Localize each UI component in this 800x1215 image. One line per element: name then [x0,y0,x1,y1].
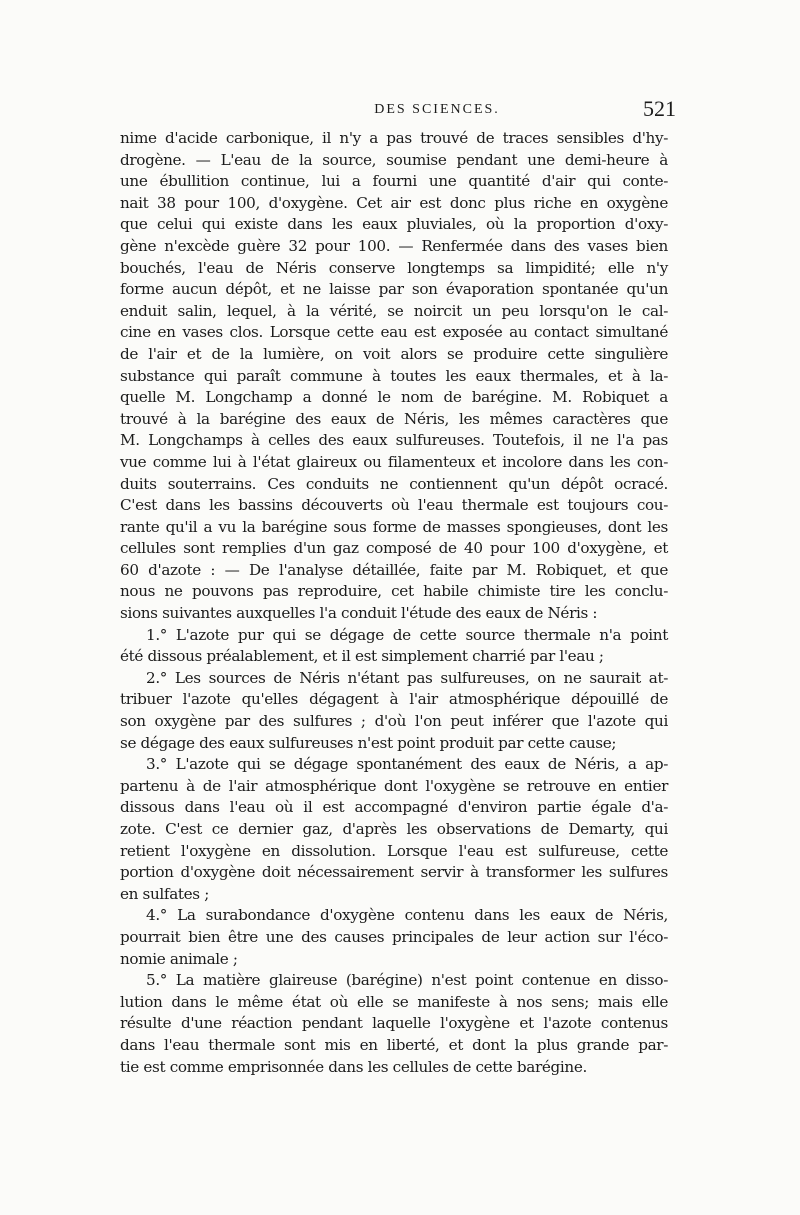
text-line: M. Longchamps à celles des eaux sulfureuses. Toutefois, il ne l'a pas [120,431,668,450]
text-line: trouvé à la barégine des eaux de Néris, les mêmes caractères que [120,409,668,428]
text-line: résulte d'une réaction pendant laquelle l'oxygène et l'azote contenus [120,1014,668,1033]
text-line: 2.° Les sources de Néris n'étant pas sulfureuses, on ne saurait at- [146,668,668,687]
text-line: en sulfates ; [120,884,209,903]
text-line: gène n'excède guère 32 pour 100. — Renfermée dans des vases bien [120,236,668,255]
text-line: duits souterrains. Ces conduits ne contiennent qu'un dépôt ocracé. [120,474,668,493]
text-line: nait 38 pour 100, d'oxygène. Cet air est donc plus riche en oxygène [120,193,668,212]
text-line: tie est comme emprisonnée dans les cellules de cette barégine. [120,1057,587,1076]
text-line: retient l'oxygène en dissolution. Lorsque l'eau est sulfureuse, cette [120,841,668,860]
text-line: que celui qui existe dans les eaux pluviales, où la proportion d'oxy- [120,215,668,234]
text-line: 60 d'azote : — De l'analyse détaillée, faite par M. Robiquet, et que [120,560,668,579]
text-line: son oxygène par des sulfures ; d'où l'on peut inférer que l'azote qui [120,712,668,731]
text-line: drogène. — L'eau de la source, soumise pendant une demi-heure à [120,150,668,169]
text-line: cine en vases clos. Lorsque cette eau est exposée au contact simultané [120,323,668,342]
text-line: pourrait bien être une des causes principales de leur action sur l'éco- [120,927,668,946]
text-line: nomie animale ; [120,949,238,968]
text-line: dans l'eau thermale sont mis en liberté, et dont la plus grande par- [120,1035,668,1054]
text-line: 3.° L'azote qui se dégage spontanément des eaux de Néris, a ap- [146,755,668,774]
text-line: substance qui paraît commune à toutes les eaux thermales, et à la- [120,366,668,385]
text-line: partenu à de l'air atmosphérique dont l'oxygène se retrouve en entier [120,776,668,795]
text-line: dissous dans l'eau où il est accompagné d'environ partie égale d'a- [120,798,668,817]
text-line: 5.° La matière glaireuse (barégine) n'est point contenue en disso- [146,971,668,990]
text-line: enduit salin, lequel, à la vérité, se noircit un peu lorsqu'on le cal- [120,301,668,320]
text-line: rante qu'il a vu la barégine sous forme de masses spongieuses, dont les [120,517,668,536]
text-line: 4.° La surabondance d'oxygène contenu dans les eaux de Néris, [146,906,668,925]
text-line: une ébullition continue, lui a fourni une quantité d'air qui conte- [120,172,668,191]
text-line: sions suivantes auxquelles l'a conduit l'étude des eaux de Néris : [120,604,598,623]
text-line: été dissous préalablement, et il est simplement charrié par l'eau ; [120,647,604,666]
text-line: cellules sont remplies d'un gaz composé de 40 pour 100 d'oxygène, et [120,539,668,558]
text-line: C'est dans les bassins découverts où l'eau thermale est toujours cou- [120,496,668,515]
text-line: bouchés, l'eau de Néris conserve longtemps sa limpidité; elle n'y [120,258,668,277]
text-line: portion d'oxygène doit nécessairement servir à transformer les sulfures [120,863,668,882]
text-line: de l'air et de la lumière, on voit alors se produire cette singulière [120,344,668,363]
text-line: lution dans le même état où elle se manifeste à nos sens; mais elle [120,992,668,1011]
page-header [128,96,676,124]
text-line: se dégage des eaux sulfureuses n'est point produit par cette cause; [120,733,617,752]
body-text [120,128,668,1078]
text-line: nous ne pouvons pas reproduire, cet habile chimiste tire les conclu- [120,582,668,601]
text-line: 1.° L'azote pur qui se dégage de cette source thermale n'a point [146,625,668,644]
text-line: quelle M. Longchamp a donné le nom de barégine. M. Robiquet a [120,388,668,407]
text-line: vue comme lui à l'état glaireux ou filamenteux et incolore dans les con- [120,452,668,471]
text-line: zote. C'est ce dernier gaz, d'après les observations de Demarty, qui [120,820,668,838]
text-line: tribuer l'azote qu'elles dégagent à l'air atmosphérique dépouillé de [120,690,668,709]
page-number: 521 [643,96,676,121]
text-line: nime d'acide carbonique, il n'y a pas trouvé de traces sensibles d'hy- [120,129,668,147]
text-line: forme aucun dépôt, et ne laisse par son évaporation spontanée qu'un [120,280,668,299]
running-head: DES SCIENCES. [374,102,500,117]
